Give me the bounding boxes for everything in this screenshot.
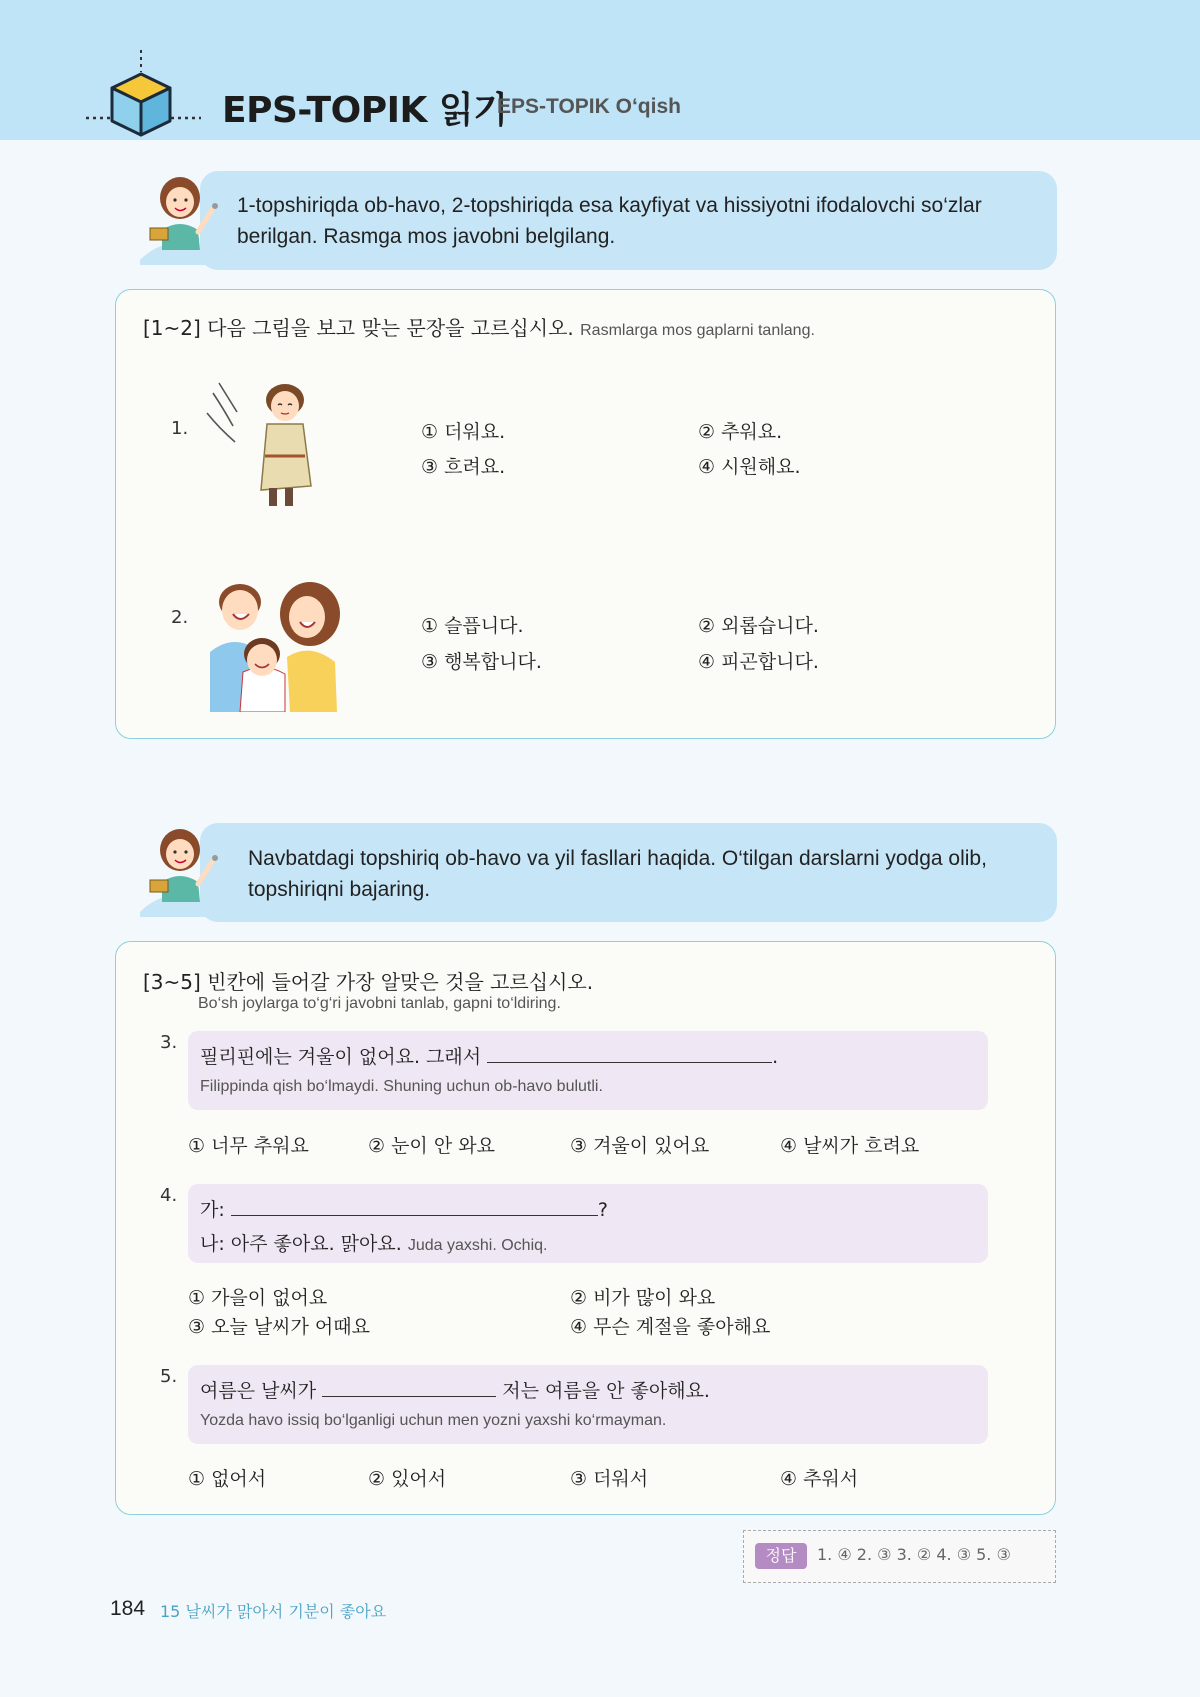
q1-number: 1. xyxy=(171,418,189,439)
tip-text-2: Navbatdagi topshiriq ob-havo va yil fasllari haqida. O‘tilgan darslarni yodga olib, topshiriqni bajaring. xyxy=(248,847,987,901)
q4-line-b-uz: Juda yaxshi. Ochiq. xyxy=(407,1237,548,1254)
q5-blank[interactable] xyxy=(322,1380,496,1397)
q1-option-4[interactable]: ④ 시원해요. xyxy=(698,456,801,478)
section2-instruction-uz: Bo‘sh joylarga to‘g‘ri javobni tanlab, gapni to‘ldiring. xyxy=(198,995,561,1012)
page-number: 184 xyxy=(110,1597,146,1620)
q4-line-a xyxy=(200,1195,608,1222)
chapter-title: 15 날씨가 맑아서 기분이 좋아요 xyxy=(160,1602,387,1621)
q3-option-4[interactable]: ④ 날씨가 흐려요 xyxy=(780,1135,920,1157)
q4-line-b-ko: 나: 아주 좋아요. 맑아요. xyxy=(200,1233,402,1255)
q2-option-1[interactable]: ① 슬픕니다. xyxy=(421,615,524,637)
q4-question-box xyxy=(188,1184,988,1263)
page-subtitle: EPS-TOPIK O‘qish xyxy=(497,95,681,118)
happy-family-illustration xyxy=(205,572,350,712)
q4-option-1[interactable]: ① 가을이 없어요 xyxy=(188,1287,328,1309)
answer-key-label: 정답 xyxy=(755,1543,807,1569)
q3-sentence-pre: 필리핀에는 겨울이 없어요. 그래서 xyxy=(200,1046,482,1068)
q4-number: 4. xyxy=(160,1185,178,1206)
teacher-icon xyxy=(140,170,230,265)
answer-key-text: 1. ④ 2. ③ 3. ② 4. ③ 5. ③ xyxy=(817,1545,1011,1564)
q4-option-3[interactable]: ③ 오늘 날씨가 어때요 xyxy=(188,1316,370,1338)
section1-instruction-uz: Rasmlarga mos gaplarni tanlang. xyxy=(580,322,815,339)
q3-number: 3. xyxy=(160,1032,178,1053)
q3-blank[interactable] xyxy=(487,1046,772,1063)
page-title: EPS-TOPIK 읽기 xyxy=(222,90,508,131)
q5-option-4[interactable]: ④ 추워서 xyxy=(780,1468,859,1490)
q5-question-box xyxy=(188,1365,988,1444)
q3-sentence-post: . xyxy=(772,1046,779,1068)
q5-option-3[interactable]: ③ 더워서 xyxy=(570,1468,649,1490)
windy-man-illustration xyxy=(205,378,325,513)
section2-instruction-ko: [3~5] 빈칸에 들어갈 가장 알맞은 것을 고르십시오. xyxy=(143,970,594,994)
q3-question-box xyxy=(188,1031,988,1110)
q5-option-1[interactable]: ① 없어서 xyxy=(188,1468,267,1490)
q2-option-4[interactable]: ④ 피곤합니다. xyxy=(698,651,819,673)
q1-option-3[interactable]: ③ 흐려요. xyxy=(421,456,506,478)
cube-icon xyxy=(86,50,201,140)
q1-option-2[interactable]: ② 추워요. xyxy=(698,421,783,443)
q5-number: 5. xyxy=(160,1366,178,1387)
q5-sentence-pre: 여름은 날씨가 xyxy=(200,1380,317,1402)
q5-option-2[interactable]: ② 있어서 xyxy=(368,1468,447,1490)
q3-option-3[interactable]: ③ 겨울이 있어요 xyxy=(570,1135,710,1157)
answer-key-box xyxy=(743,1530,1056,1583)
q4-line-a-pre: 가: xyxy=(200,1199,225,1221)
section1-instruction-ko: [1~2] 다음 그림을 보고 맞는 문장을 고르십시오. xyxy=(143,316,574,340)
q3-option-2[interactable]: ② 눈이 안 와요 xyxy=(368,1135,495,1157)
section1-instruction xyxy=(143,312,815,341)
q3-sentence xyxy=(200,1042,778,1069)
q4-option-2[interactable]: ② 비가 많이 와요 xyxy=(570,1287,716,1309)
q4-blank[interactable] xyxy=(231,1199,598,1216)
q4-line-a-post: ? xyxy=(597,1199,608,1221)
tip-text-1: 1-topshiriqda ob-havo, 2-topshiriqda esa kayfiyat va hissiyotni ifodalovchi so‘zlar berilgan. Rasmga mos javobni belgilang. xyxy=(237,194,982,248)
q2-option-2[interactable]: ② 외롭습니다. xyxy=(698,615,819,637)
q3-translation: Filippinda qish bo‘lmaydi. Shuning uchun ob-havo bulutli. xyxy=(200,1078,603,1095)
q3-option-1[interactable]: ① 너무 추워요 xyxy=(188,1135,309,1157)
q1-option-1[interactable]: ① 더워요. xyxy=(421,421,506,443)
q2-option-3[interactable]: ③ 행복합니다. xyxy=(421,651,542,673)
q4-option-4[interactable]: ④ 무슨 계절을 좋아해요 xyxy=(570,1316,771,1338)
q5-sentence xyxy=(200,1376,710,1403)
q2-number: 2. xyxy=(171,607,189,628)
q4-line-b xyxy=(200,1229,547,1256)
q5-sentence-post: 저는 여름을 안 좋아해요. xyxy=(502,1380,710,1402)
q5-translation: Yozda havo issiq bo‘lganligi uchun men yozni yaxshi ko‘rmayman. xyxy=(200,1412,667,1429)
teacher-icon xyxy=(140,822,230,917)
